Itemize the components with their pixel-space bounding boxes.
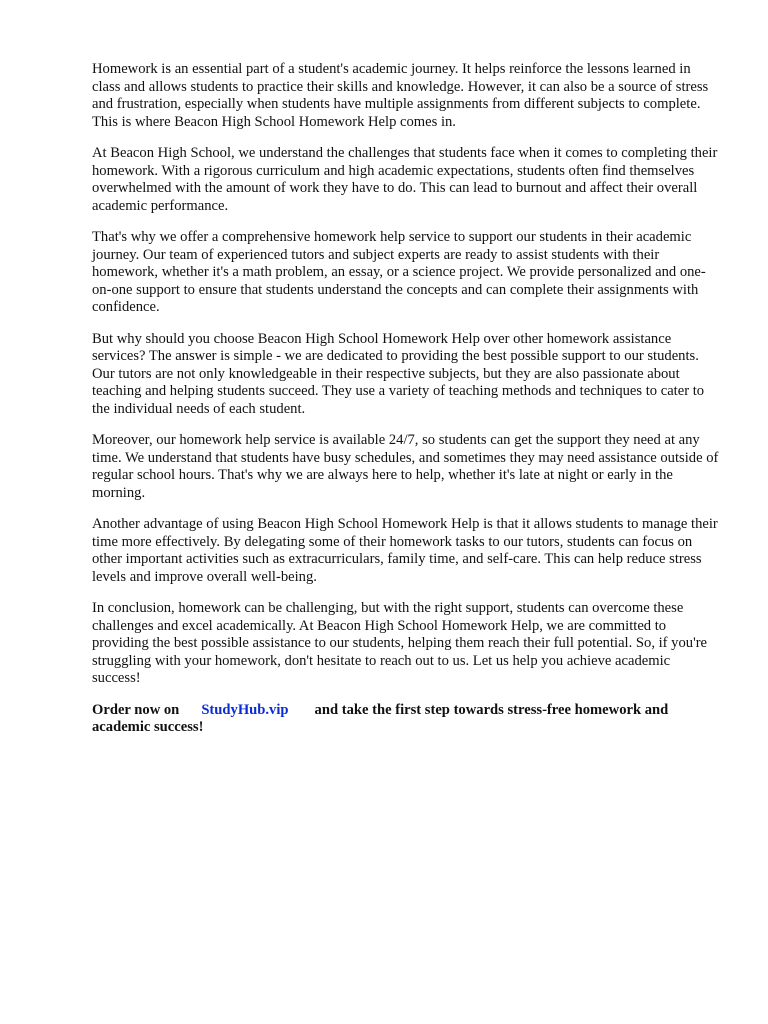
paragraph-why-choose: But why should you choose Beacon High School Homework Help over other homework assistance services? The answer is simple - we are dedicated to providing the best possible support to our students. Our tutors are not only knowledgeable in their respective subjects, but they are also passionate about teaching and helping students succeed. They use a variety of teaching methods and techniques to cater to the individual needs of each student. — [92, 330, 705, 417]
paragraph-availability: Moreover, our homework help service is available 24/7, so students can get the support they need at any time. We understand that students have busy schedules, and sometimes they may need assistance outside of regular school hours. That's why we are always here to help, whether it's late at night or early in the morning. — [92, 432, 719, 501]
paragraph-service: That's why we offer a comprehensive homework help service to support our students in their academic journey. Our team of experienced tutors and subject experts are ready to assist students with their homework, whether it's a math problem, an essay, or a science project. We provide personalized and one-on-one support to ensure that students understand the concepts and can complete their assignments with confidence. — [92, 229, 706, 315]
paragraph-time-management: Another advantage of using Beacon High School Homework Help is that it allows students to manage their time more effectively. By delegating some of their homework tasks to our tutors, students can focus on other important activities such as extracurriculars, family time, and self-care. This can help reduce stress levels and improve overall well-being. — [92, 516, 718, 585]
studyhub-link[interactable]: StudyHub.vip — [201, 701, 289, 718]
document-body — [92, 61, 722, 737]
cta-prefix: Order now on — [92, 701, 180, 718]
paragraph-challenges: At Beacon High School, we understand the challenges that students face when it comes to completing their homework. With a rigorous curriculum and high academic expectations, students often find themselves overwhelmed with the amount of work they have to do. This can lead to burnout and affect their overall academic performance. — [92, 145, 718, 214]
cta-suffix: and take the first step towards stress-free homework and academic success! — [92, 701, 669, 735]
paragraph-conclusion: In conclusion, homework can be challenging, but with the right support, students can overcome these challenges and excel academically. At Beacon High School Homework Help, we are committed to providing the best possible assistance to our students, helping them reach their full potential. So, if you're struggling with your homework, don't hesitate to reach out to us. Let us help you achieve academic success! — [92, 600, 708, 686]
order-call-to-action — [92, 702, 722, 737]
paragraph-intro: Homework is an essential part of a student's academic journey. It helps reinforce the lessons learned in class and allows students to practice their skills and knowledge. However, it can also be a source of stress and frustration, especially when students have multiple assignments from different subjects to complete. This is where Beacon High School Homework Help comes in. — [92, 61, 709, 130]
